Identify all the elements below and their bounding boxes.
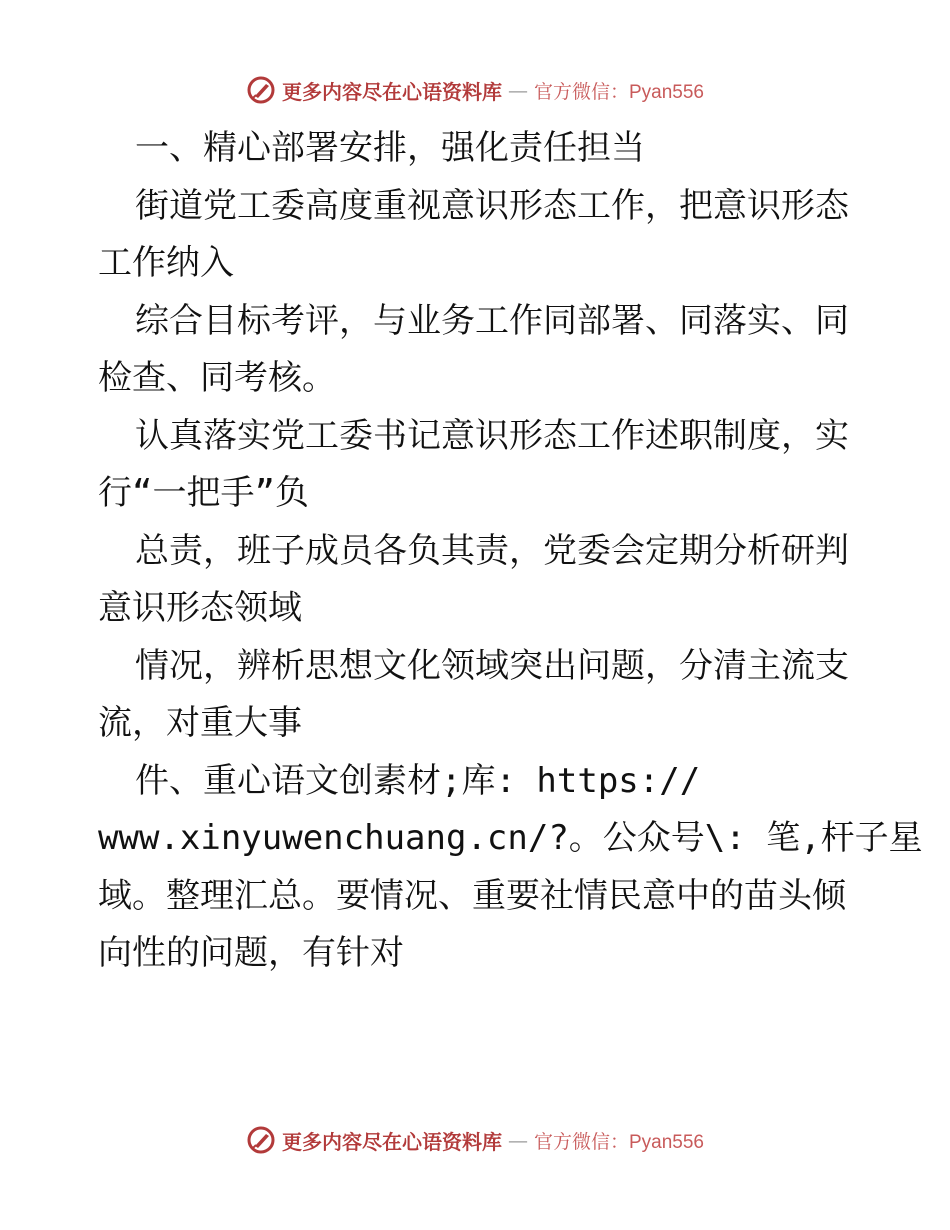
paragraph-line: 认真落实党工委书记意识形态工作述职制度，实 [135, 415, 849, 456]
contact-text: 官方微信：Pyan556 [533, 1131, 704, 1153]
paragraph-line: 行“一把手”负 [98, 473, 309, 513]
paragraph-line: 向性的问题，有针对 [98, 933, 404, 973]
paragraph-line: 件、重心语文创素材;库: https:// [135, 760, 701, 801]
quill-seal-icon [246, 1125, 276, 1155]
footer-watermark-banner [0, 1120, 950, 1160]
paragraph-line: 总责，班子成员各负其责，党委会定期分析研判 [135, 530, 849, 571]
paragraph-line: 检查、同考核。 [98, 358, 336, 398]
paragraph-line: 工作纳入 [98, 243, 234, 283]
banner-separator: — [507, 1128, 528, 1152]
header-watermark-banner [0, 70, 950, 110]
banner-separator: — [507, 78, 528, 102]
contact-text: 官方微信：Pyan556 [533, 81, 704, 103]
brand-text: 更多内容尽在心语资料库 [281, 79, 502, 104]
paragraph-line: 流，对重大事 [98, 703, 302, 743]
brand-text: 更多内容尽在心语资料库 [281, 1129, 502, 1154]
paragraph-line: www.xinyuwenchuang.cn/?。公众号\: 笔,杆子星 [98, 818, 923, 858]
paragraph-line: 街道党工委高度重视意识形态工作，把意识形态 [135, 185, 849, 226]
paragraph-line: 综合目标考评，与业务工作同部署、同落实、同 [135, 300, 849, 341]
paragraph-line: 情况，辨析思想文化领域突出问题，分清主流支 [135, 645, 849, 686]
paragraph-line: 意识形态领域 [98, 588, 302, 628]
section-heading: 一、精心部署安排，强化责任担当 [135, 128, 645, 168]
quill-seal-icon [246, 75, 276, 105]
document-body [98, 120, 923, 983]
paragraph-line: 域。整理汇总。要情况、重要社情民意中的苗头倾 [98, 875, 846, 916]
